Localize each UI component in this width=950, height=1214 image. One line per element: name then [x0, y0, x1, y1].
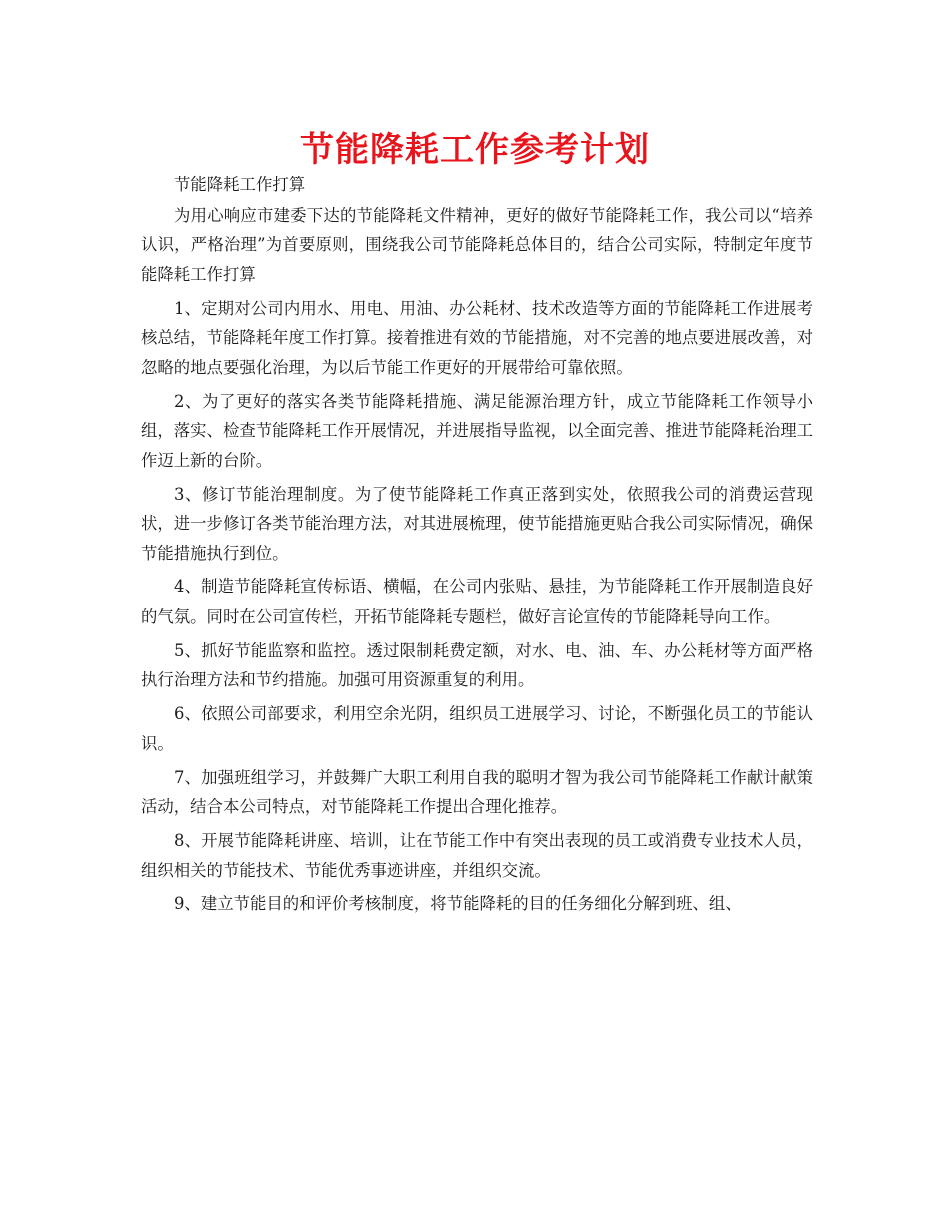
paragraph-item-1: 1、定期对公司内用水、用电、用油、办公耗材、技术改造等方面的节能降耗工作进展考核总结，节能降耗年度工作打算。接着推进有效的节能措施，对不完善的地点要进展改善，对忽略的地点要强化治理，为以后节能工作更好的开展带给可靠依照。 [141, 298, 814, 377]
paragraph-item-8: 8、开展节能降耗讲座、培训，让在节能工作中有突出表现的员工或消费专业技术人员，组织相关的节能技术、节能优秀事迹讲座，并组织交流。 [141, 830, 813, 880]
paragraph-item-4: 4、制造节能降耗宣传标语、横幅，在公司内张贴、悬挂，为节能降耗工作开展制造良好的气氛。同时在公司宣传栏，开拓节能降耗专题栏，做好言论宣传的节能降耗导向工作。 [141, 577, 813, 627]
document-body [141, 170, 813, 923]
paragraph-item-2: 2、为了更好的落实各类节能降耗措施、满足能源治理方针，成立节能降耗工作领导小组，落实、检查节能降耗工作开展情况，并进展指导监视，以全面完善、推进节能降耗治理工作迈上新的台阶。 [141, 391, 814, 470]
paragraph-item-6: 6、依照公司部要求，利用空余光阴，组织员工进展学习、讨论，不断强化员工的节能认识。 [141, 704, 813, 753]
paragraph-intro: 为用心响应市建委下达的节能降耗文件精神，更好的做好节能降耗工作，我公司以“培养认识，严格治理”为首要原则，围绕我公司节能降耗总体目的，结合公司实际，特制定年度节能降耗工作打算 [141, 205, 813, 284]
paragraph-item-5: 5、抓好节能监察和监控。透过限制耗费定额，对水、电、油、车、办公耗材等方面严格执行治理方法和节约措施。加强可用资源重复的利用。 [141, 640, 813, 690]
document-title: 节能降耗工作参考计划 [300, 130, 650, 170]
paragraph-item-3: 3、修订节能治理制度。为了使节能降耗工作真正落到实处，依照我公司的消费运营现状，进一步修订各类节能治理方法，对其进展梳理，使节能措施更贴合我公司实际情况，确保节能措施执行到位。 [141, 484, 814, 563]
paragraph-item-9: 9、建立节能目的和评价考核制度，将节能降耗的目的任务细化分解到班、组、 [174, 894, 742, 914]
paragraph-item-7: 7、加强班组学习，并鼓舞广大职工利用自我的聪明才智为我公司节能降耗工作献计献策活动，结合本公司特点，对节能降耗工作提出合理化推荐。 [141, 767, 813, 817]
document-subtitle: 节能降耗工作打算 [174, 175, 306, 194]
